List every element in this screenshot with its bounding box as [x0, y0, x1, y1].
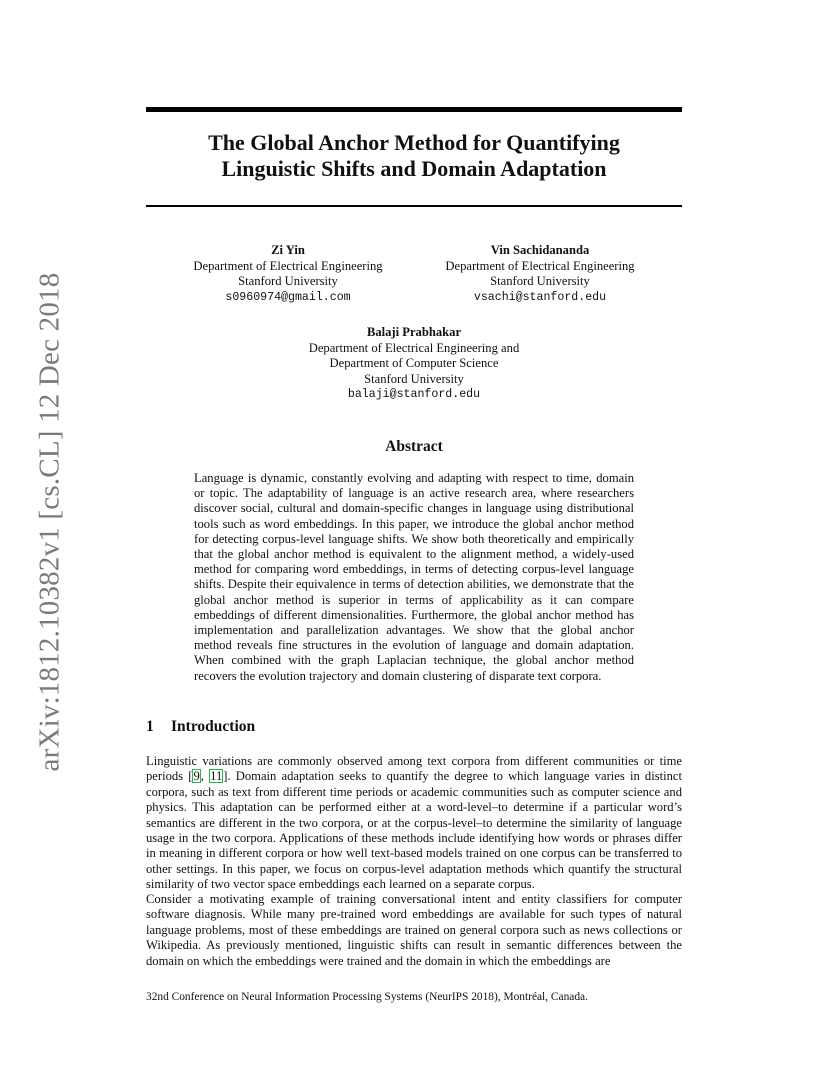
author-name: Zi Yin — [271, 243, 305, 257]
author-block-2 — [412, 243, 668, 305]
title-bottom-rule — [146, 205, 682, 207]
conference-footnote: 32nd Conference on Neural Information Processing Systems (NeurIPS 2018), Montréal, Canada. — [146, 991, 588, 1003]
title-top-rule — [146, 107, 682, 112]
author-email[interactable]: balaji@stanford.edu — [347, 388, 481, 401]
citation-link[interactable]: 11 — [210, 769, 223, 784]
author-block-1 — [160, 243, 416, 305]
author-name: Balaji Prabhakar — [366, 325, 462, 339]
author-block-3 — [214, 325, 614, 403]
author-affiliation-line: Stanford University — [490, 274, 590, 288]
author-affiliation-line: Department of Electrical Engineering and — [308, 340, 520, 355]
section-number: 1 — [146, 718, 154, 735]
author-affiliation-line: Stanford University — [238, 274, 338, 288]
author-name: Vin Sachidananda — [490, 243, 590, 257]
author-email[interactable]: vsachi@stanford.edu — [473, 290, 607, 304]
arxiv-identifier-stamp: arXiv:1812.10382v1 [cs.CL] 12 Dec 2018 — [33, 272, 66, 772]
author-email[interactable]: s0960974@gmail.com — [225, 290, 351, 304]
abstract-heading: Abstract — [385, 438, 443, 455]
author-affiliation-line: Department of Electrical Engineering — [445, 258, 635, 273]
intro-p1-text-rest: ]. Domain adaptation seeks to quantify the degree to which language varies in distinct corpora, such as text from different time periods or academic communities such as computer science and physics. This adaptation can be performed either at a word-level–to determine if a particular word’s semantics are different in the two corpora, or at the corpus-level–to determine the similarity of language usage in the two corpora. Applications of these methods include identifying how words or phrases differ in meaning in different corpora or how well text-based models trained on one corpus can be transferred to other settings. In this paper, we focus on corpus-level adaptation methods which quantify the structural similarity of two vector space embeddings each learned on a separate corpus. — [146, 769, 683, 892]
abstract-text: Language is dynamic, constantly evolving and adapting with respect to time, domain or topic. The adaptability of language is an active research area, where researchers discover social, cultural and domain-specific changes in language using distributional tools such as word embeddings. In this paper, we introduce the global anchor method for detecting corpus-level language shifts. We show both theoretically and empirically that the global anchor method is equivalent to the alignment method, a widely-used method for comparing word embeddings, in terms of detecting corpus-level language shifts. Despite their equivalence in terms of detection abilities, we demonstrate that the global anchor method is superior in terms of applicability as it can compare embeddings of different dimensionalities. Furthermore, the global anchor method has implementation and parallelization advantages. We show that the global anchor method reveals fine structures in the evolution of language and domain adaptation. When combined with the graph Laplacian technique, the global anchor method recovers the evolution trajectory and domain clustering of disparate text corpora. — [194, 471, 634, 683]
intro-paragraph-1 — [146, 754, 682, 893]
author-affiliation-line: Stanford University — [364, 371, 464, 386]
author-affiliation-line: Department of Computer Science — [329, 356, 499, 370]
author-affiliation-line: Department of Electrical Engineering — [193, 258, 383, 273]
title-line-2: Linguistic Shifts and Domain Adaptation — [221, 156, 607, 181]
citation-link[interactable]: 9 — [193, 769, 200, 784]
paper-title — [146, 130, 682, 182]
intro-p1-text-start: Linguistic variations are commonly observed among text corpora from different communities or time periods [ — [146, 754, 682, 784]
section-heading-introduction — [146, 718, 682, 736]
title-line-1: The Global Anchor Method for Quantifying — [208, 130, 620, 155]
intro-paragraph-2: Consider a motivating example of training conversational intent and entity classifiers for computer software diagnosis. While many pre-trained word embeddings are available for such types of natural language problems, most of these embeddings are trained on general corpora such as news collections or Wikipedia. As previously mentioned, linguistic shifts can result in semantic differences between the domain on which the embeddings were trained and the domain in which the embeddings are — [146, 892, 682, 968]
section-title: Introduction — [171, 718, 256, 735]
citation-separator: , — [200, 769, 210, 784]
